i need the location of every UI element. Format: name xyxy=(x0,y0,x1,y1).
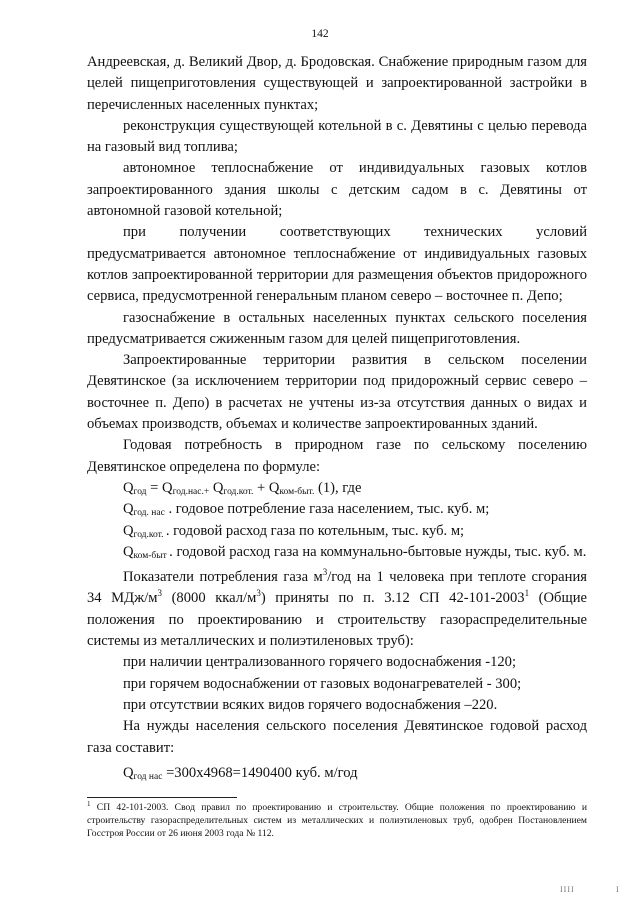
paragraph: при получении соответствующих технических условий предусматривается автономное теплоснабжение от индивидуальных газовых котлов запроектированной территории для размещения объектов придорожного сервиса, предусмотренной генеральным планом северо – восточнее п. Депо; xyxy=(87,224,587,305)
scan-mark: I xyxy=(616,885,619,894)
paragraph: Андреевская, д. Великий Двор, д. Бродовская. Снабжение природным газом для целей пищеприготовления существующей и запроектированной застройки в перечисленных населенных пунктах; xyxy=(87,54,587,113)
paragraph: Показатели потребления газа $м^3$/год на 1 человека при теплоте сгорания 34 МДж/$м^3$ (8000 ккал/$м^3$) приняты по п. 3.12 СП 42-101-2003$^1$ (Общие положения по проектированию и строительству газораспределительные системы из металлических и полиэтиленовых труб): xyxy=(87,567,588,650)
page-number: 142 xyxy=(311,28,329,40)
list-item: при горячем водоснабжении от газовых водонагревателей - 300; xyxy=(123,675,522,692)
paragraph: Годовая потребность в природном газе по сельскому поселению Девятинское определена по формуле: xyxy=(87,437,587,475)
paragraph: реконструкция существующей котельной в с. Девятины с целью перевода на газовый вид топлива; xyxy=(87,117,587,156)
footnote: $^1$ СП 42-101-2003. Свод правил по проектированию и строительству. Общие положения по проектированию и строительству газораспределительных систем из металлических и полиэтиленовых труб, одобрен Постановлением Госстроя России от 26 июня 2003 года № 112. xyxy=(87,800,587,839)
list-item: при наличии централизованного горячего водоснабжения -120; xyxy=(123,654,517,671)
paragraph: автономное теплоснабжение от индивидуальных газовых котлов запроектированного здания школы с детским садом в с. Девятины от автономной газовой котельной; xyxy=(87,160,587,220)
definition: $Q_{ком-быт}$ . годовой расход газа на коммунально-бытовые нужды, тыс. куб. м. xyxy=(123,543,587,561)
scan-mark: IIII xyxy=(560,885,575,894)
paragraph: газоснабжение в остальных населенных пунктах сельского поселения предусматривается сжиженным газом для целей пищеприготовления. xyxy=(87,309,587,347)
calculation: $Q_{год нас} =300х4968=1490400$ куб. м/год xyxy=(123,764,358,782)
paragraph: Запроектированные территории развития в сельском поселении Девятинское (за исключением территории под придорожный сервис северо – восточнее п. Депо) в расчетах не учтены из-за отсутствия данных о видах и объемах производств, объемах и количестве запроектированных зданий. xyxy=(87,352,587,433)
definition: $Q_{год. нас}$ . годовое потребление газа населением, тыс. куб. м; xyxy=(123,501,490,519)
paragraph: На нужды населения сельского поселения Девятинское годовой расход газа составит: xyxy=(87,718,587,756)
footnote-divider xyxy=(87,797,237,798)
document-body xyxy=(87,52,587,784)
definition: $Q_{год.кот.}$ . годовой расход газа по котельным, тыс. куб. м; xyxy=(123,522,465,540)
list-item: при отсутствии всяких видов горячего водоснабжения –220. xyxy=(123,696,498,713)
formula: $Q_{год} = Q_{год.нас.+}$ $Q_{год.кот.} + Q_{ком-быт.}$ (1), где xyxy=(123,479,362,497)
